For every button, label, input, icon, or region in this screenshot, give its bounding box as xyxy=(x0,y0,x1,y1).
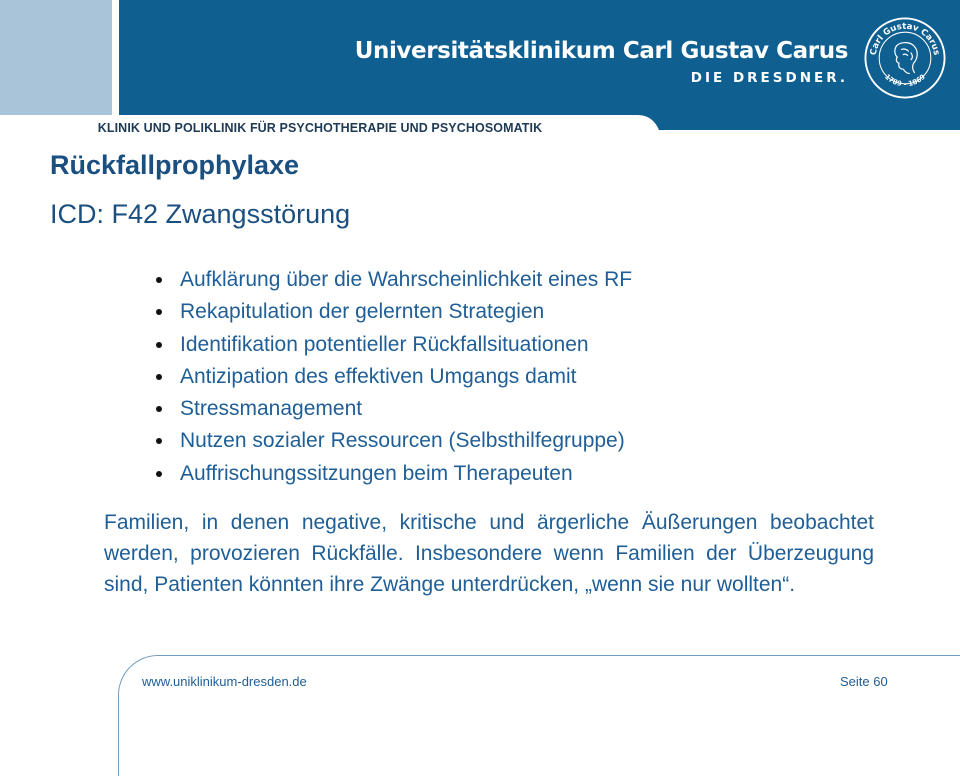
portrait-icon xyxy=(895,43,917,74)
brand-name: Universitätsklinikum Carl Gustav Carus xyxy=(354,38,848,64)
list-item-text: Auffrischungssitzungen beim Therapeuten xyxy=(180,461,573,485)
slide-title: Rückfallprophylaxe xyxy=(50,150,300,180)
list-item xyxy=(150,361,632,393)
seal-text: Carl Gustav Carus xyxy=(868,21,942,57)
list-item xyxy=(150,393,632,425)
list-item-text: Antizipation des effektiven Umgangs damit xyxy=(180,364,577,388)
bullet-icon xyxy=(156,309,162,315)
body-paragraph: Familien, in denen negative, kritische und ärgerliche Äußerungen beobachtet werden, provozieren Rückfälle. Insbesondere wenn Familien der Überzeugung sind, Patienten könnten ihre Zwänge unterdrücken, „wenn sie nur wollten“. xyxy=(104,511,874,596)
list-item-text: Rekapitulation der gelernten Strategien xyxy=(180,300,545,324)
page-number: Seite 60 xyxy=(840,674,888,689)
bullet-icon xyxy=(156,438,162,444)
bullet-icon xyxy=(156,374,162,380)
list-item-text: Nutzen sozialer Ressourcen (Selbsthilfegruppe) xyxy=(180,429,625,453)
list-item xyxy=(150,329,632,361)
bullet-icon xyxy=(156,406,162,412)
list-item-text: Aufklärung über die Wahrscheinlichkeit eines RF xyxy=(180,268,633,291)
slide-subtitle: ICD: F42 Zwangsstörung xyxy=(50,199,351,229)
header-accent-block xyxy=(0,0,112,115)
header-band xyxy=(0,0,960,130)
list-item-text: Identifikation potentieller Rückfallsituationen xyxy=(180,332,589,356)
bullet-list xyxy=(150,264,632,490)
bullet-icon xyxy=(156,342,162,348)
list-item xyxy=(150,425,632,457)
footer-url[interactable]: www.uniklinikum-dresden.de xyxy=(142,674,307,689)
list-item-text: Stressmanagement xyxy=(180,397,363,421)
university-seal-logo xyxy=(862,15,948,101)
clinic-label: KLINIK UND POLIKLINIK FÜR PSYCHOTHERAPIE UND PSYCHOSOMATIK xyxy=(97,121,543,135)
bullet-icon xyxy=(156,277,162,283)
bullet-icon xyxy=(156,471,162,477)
list-item xyxy=(150,264,632,296)
header-divider xyxy=(112,0,119,130)
list-item xyxy=(150,458,632,490)
list-item xyxy=(150,296,632,328)
seal-years: 1789 - 1869 xyxy=(883,72,927,89)
brand-tagline: DIE DRESDNER. xyxy=(690,70,848,86)
